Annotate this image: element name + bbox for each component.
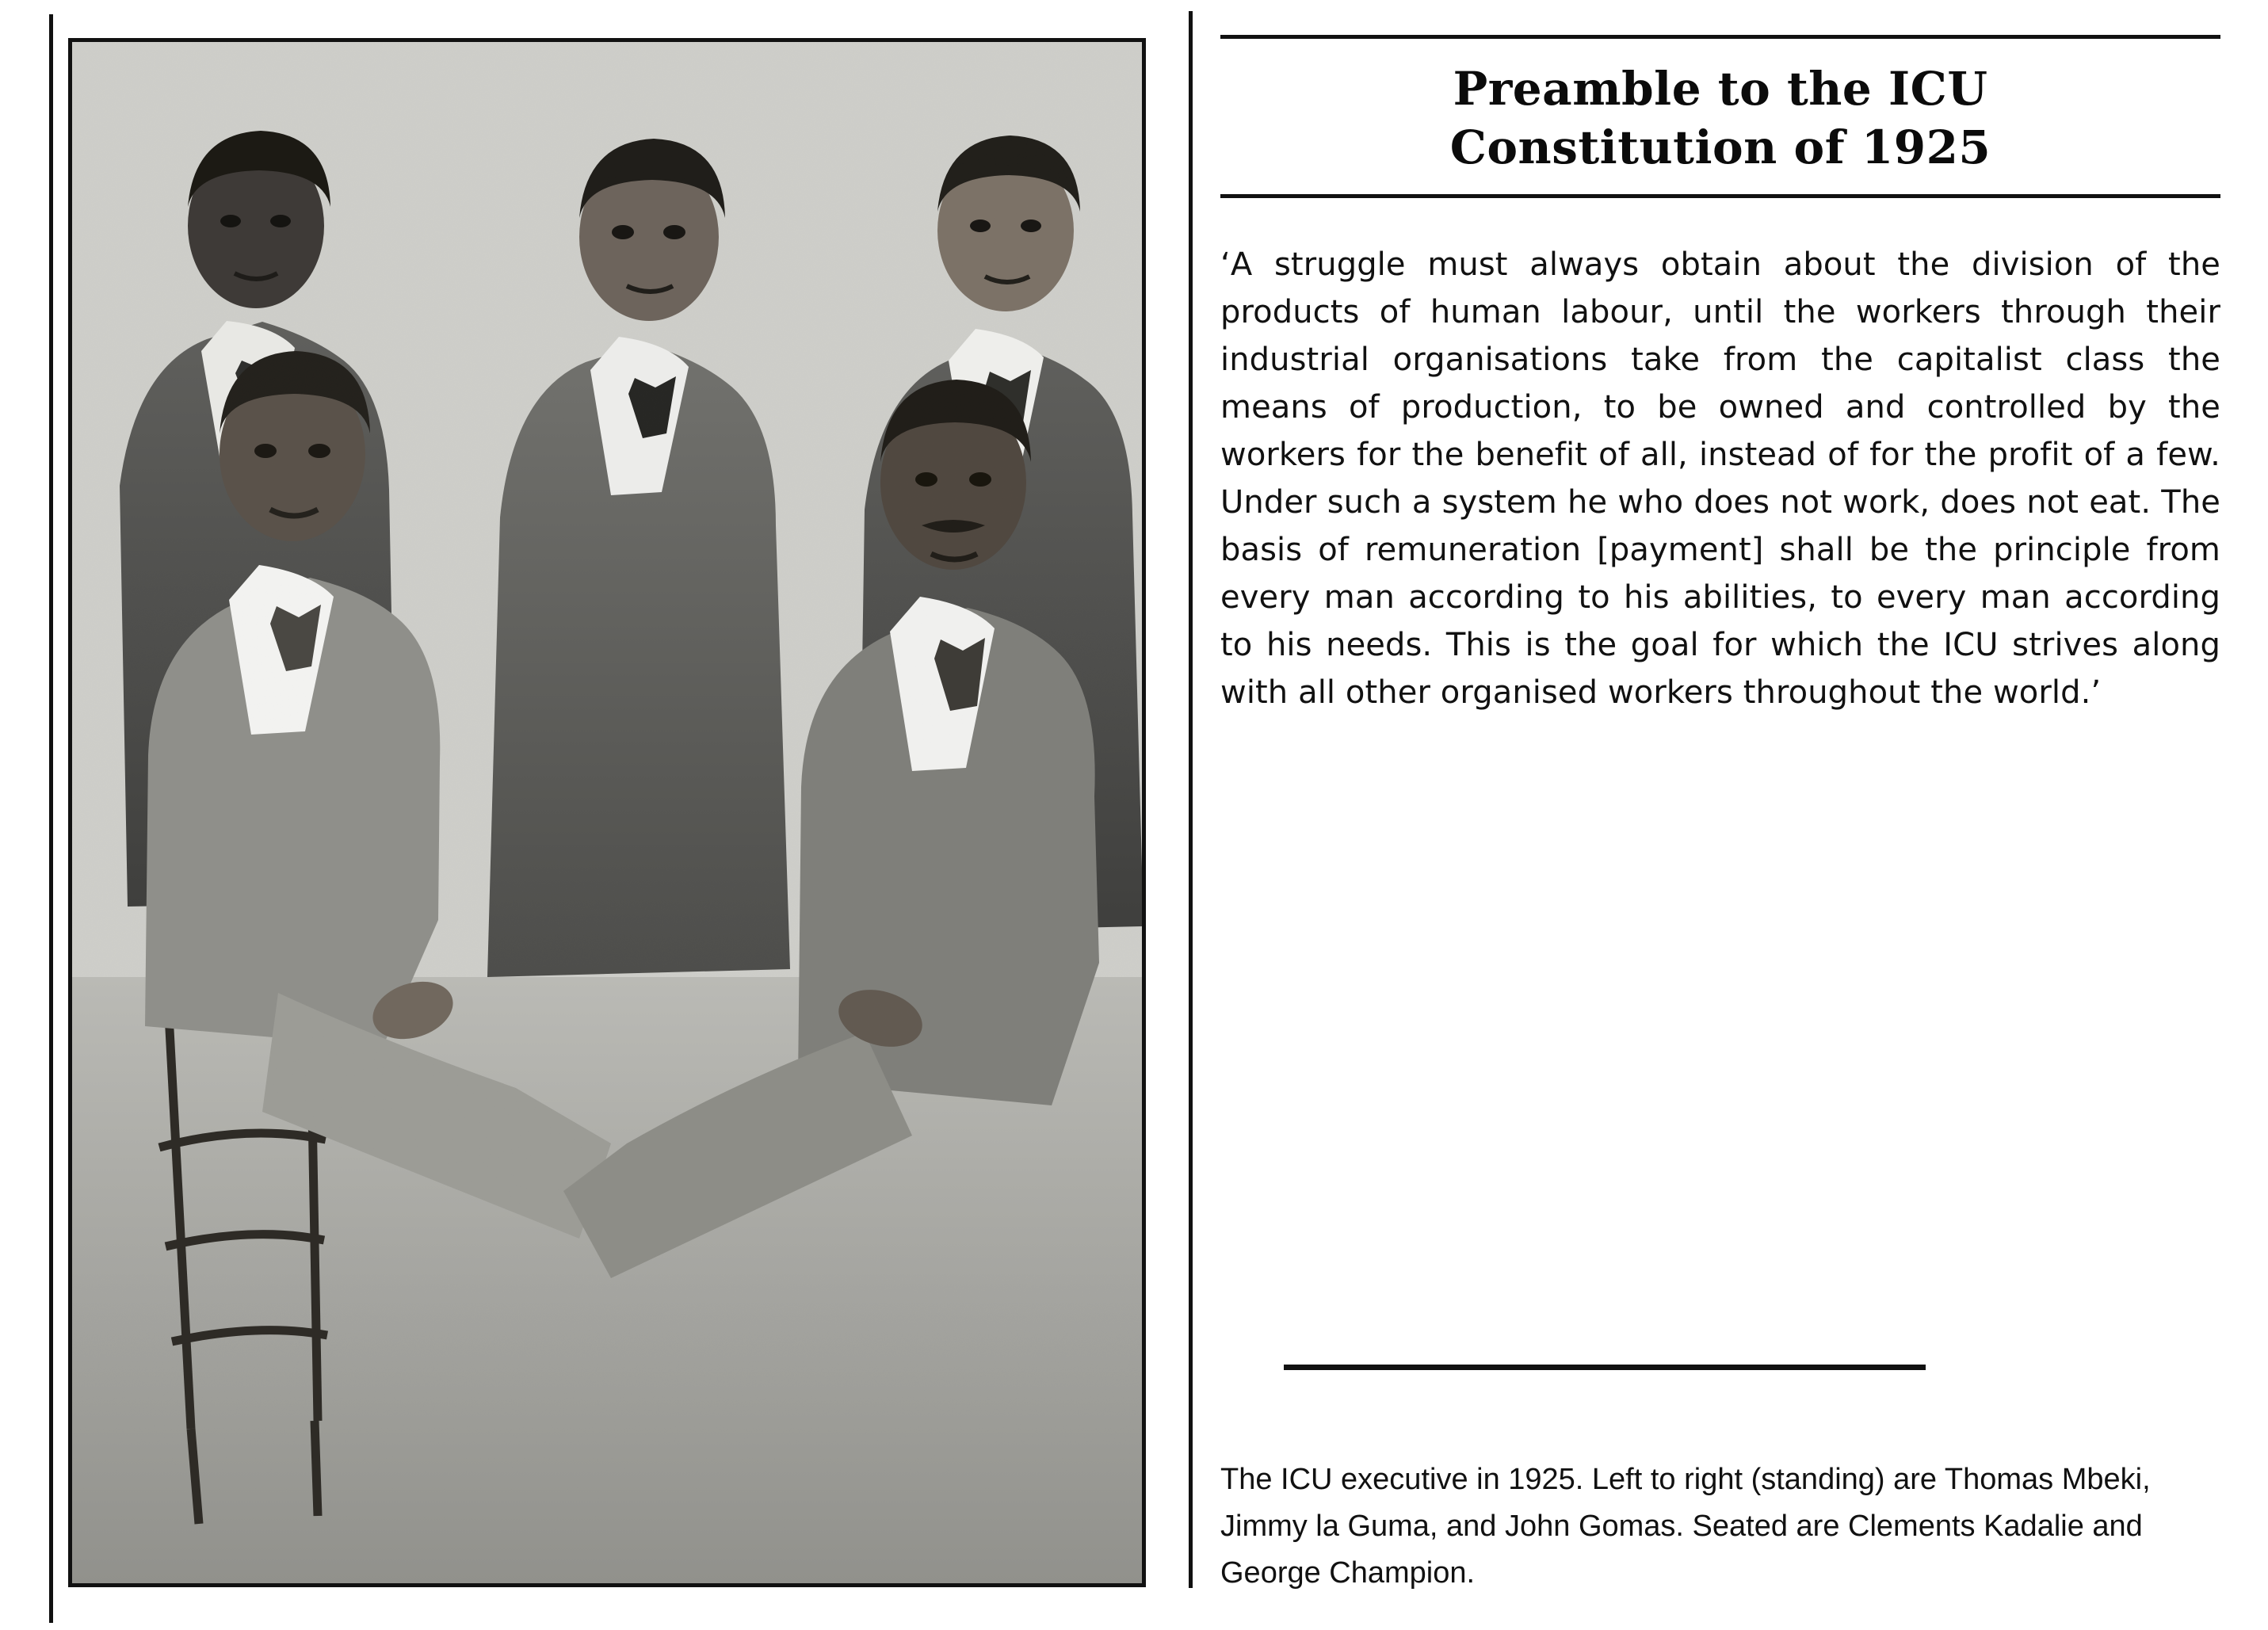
- title-bottom-rule: [1220, 194, 2220, 198]
- page-title: [1220, 59, 2220, 177]
- historical-photograph: [68, 38, 1146, 1587]
- photograph-figures: [72, 42, 1142, 1583]
- page-title-line-2: Constitution of 1925: [1449, 120, 1991, 175]
- page-left-rule: [49, 14, 53, 1623]
- constitution-quote: ‘A struggle must always obtain about the division of the products of human labour, until the workers through their industrial organisations take from the capitalist class the means of production, to be owned and controlled by the workers for the benefit of all, instead of for the profit of a few. Under such a system he who does not work, does not eat. The basis of remuneration [payment] shall be the principle from every man according to his abilities, to every man according to his needs. This is the goal for which the ICU strives along with all other organised workers throughout the world.’: [1220, 246, 2220, 712]
- column-divider-rule: [1189, 11, 1193, 1588]
- caption-separator-rule: [1284, 1365, 1926, 1370]
- photograph-image: [72, 42, 1142, 1583]
- page-title-line-1: Preamble to the ICU: [1453, 62, 1988, 116]
- title-top-rule: [1220, 35, 2220, 39]
- text-column: [1220, 32, 2220, 748]
- photo-caption: The ICU executive in 1925. Left to right (standing) are Thomas Mbeki, Jimmy la Guma, and John Gomas. Seated are Clements Kadalie and George Champion.: [1220, 1463, 2151, 1590]
